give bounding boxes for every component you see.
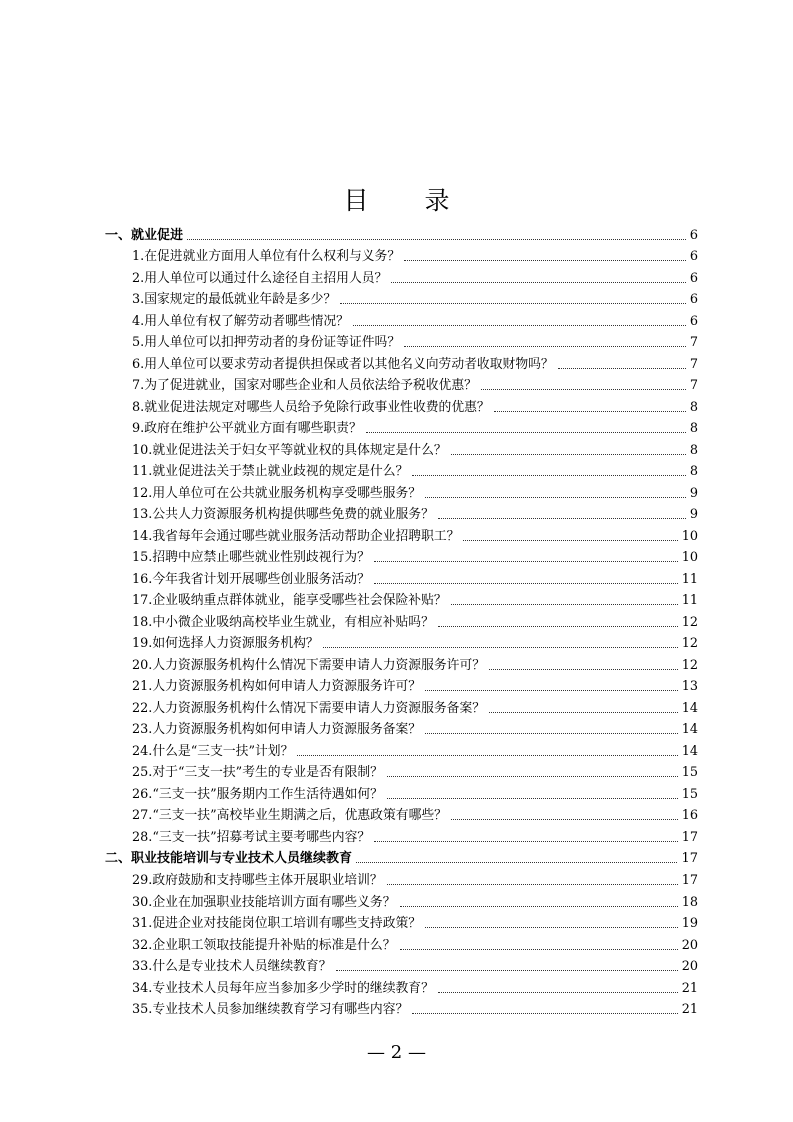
toc-entry-title: 4.用人单位有权了解劳动者哪些情况？ bbox=[132, 313, 349, 329]
dot-leader bbox=[336, 970, 678, 971]
dot-leader bbox=[387, 776, 678, 777]
toc-entry-title: 9.政府在维护公平就业方面有哪些职责？ bbox=[132, 421, 362, 437]
toc-entry-page-number: 7 bbox=[689, 335, 698, 351]
toc-entry-title: 34.专业技术人员每年应当参加多少学时的继续教育？ bbox=[132, 980, 434, 996]
dot-leader bbox=[400, 949, 678, 950]
toc-entry-page-number: 13 bbox=[681, 679, 698, 695]
dot-leader bbox=[391, 282, 685, 283]
dot-leader bbox=[323, 647, 678, 648]
toc-entry[interactable] bbox=[105, 588, 698, 610]
dot-leader bbox=[438, 992, 678, 993]
toc-entry[interactable] bbox=[105, 523, 698, 545]
toc-entry[interactable] bbox=[105, 889, 698, 911]
toc-entry-title: 7.为了促进就业，国家对哪些企业和人员依法给予税收优惠？ bbox=[132, 378, 477, 394]
toc-entry-title: 31.促进企业对技能岗位职工培训有哪些支持政策？ bbox=[132, 916, 422, 932]
toc-entry-title: 19.如何选择人力资源服务机构？ bbox=[132, 636, 319, 652]
toc-entry-title: 2.用人单位可以通过什么途径自主招用人员？ bbox=[132, 270, 388, 286]
toc-entry[interactable] bbox=[105, 502, 698, 524]
toc-entry-title: 10.就业促进法关于妇女平等就业权的具体规定是什么？ bbox=[132, 442, 447, 458]
toc-entry-page-number: 21 bbox=[681, 1002, 698, 1018]
toc-entry[interactable] bbox=[105, 330, 698, 352]
toc-entry-page-number: 19 bbox=[681, 916, 698, 932]
toc-entry-title: 30.企业在加强职业技能培训方面有哪些义务？ bbox=[132, 894, 396, 910]
toc-entry-page-number: 14 bbox=[681, 743, 698, 759]
table-of-contents bbox=[105, 222, 698, 1018]
toc-entry[interactable] bbox=[105, 265, 698, 287]
toc-entry-page-number: 8 bbox=[689, 421, 698, 437]
toc-entry[interactable] bbox=[105, 803, 698, 825]
dot-leader bbox=[387, 884, 678, 885]
toc-entry[interactable] bbox=[105, 867, 698, 889]
toc-entry[interactable] bbox=[105, 631, 698, 653]
toc-entry-page-number: 15 bbox=[681, 765, 698, 781]
dot-leader bbox=[489, 712, 678, 713]
toc-entry-title: 21.人力资源服务机构如何申请人力资源服务许可？ bbox=[132, 679, 422, 695]
dot-leader bbox=[387, 798, 678, 799]
toc-entry-page-number: 6 bbox=[689, 292, 698, 308]
dot-leader bbox=[438, 626, 678, 627]
toc-entry[interactable] bbox=[105, 760, 698, 782]
toc-entry[interactable] bbox=[105, 459, 698, 481]
toc-entry[interactable] bbox=[105, 997, 698, 1019]
toc-entry-title: 8.就业促进法规定对哪些人员给予免除行政事业性收费的优惠？ bbox=[132, 399, 490, 415]
toc-entry-page-number: 17 bbox=[681, 829, 698, 845]
toc-entry-title: 16.今年我省计划开展哪些创业服务活动？ bbox=[132, 571, 370, 587]
toc-entry[interactable] bbox=[105, 954, 698, 976]
toc-entry-page-number: 21 bbox=[681, 980, 698, 996]
toc-entry[interactable] bbox=[105, 781, 698, 803]
toc-entry-title: 24.什么是“三支一扶”计划？ bbox=[132, 743, 294, 759]
toc-entry-title: 17.企业吸纳重点群体就业，能享受哪些社会保险补贴？ bbox=[132, 593, 447, 609]
toc-entry-page-number: 17 bbox=[681, 872, 698, 888]
toc-entry[interactable] bbox=[105, 244, 698, 266]
toc-entry[interactable] bbox=[105, 824, 698, 846]
toc-entry-title: 32.企业职工领取技能提升补贴的标准是什么？ bbox=[132, 937, 396, 953]
toc-entry-page-number: 6 bbox=[689, 249, 698, 265]
toc-entry[interactable] bbox=[105, 437, 698, 459]
toc-entry-title: 26.“三支一扶”服务期内工作生活待遇如何？ bbox=[132, 786, 383, 802]
toc-section-heading-title: 二、职业技能培训与专业技术人员继续教育 bbox=[105, 851, 353, 867]
dot-leader bbox=[425, 733, 678, 734]
toc-entry-title: 25.对于“三支一扶”考生的专业是否有限制？ bbox=[132, 765, 383, 781]
dot-leader bbox=[425, 497, 686, 498]
toc-entry-title: 11.就业促进法关于禁止就业歧视的规定是什么？ bbox=[132, 464, 409, 480]
toc-section-heading-title: 一、就业促进 bbox=[105, 227, 184, 243]
toc-section-heading-page-number: 6 bbox=[689, 227, 698, 243]
toc-entry-title: 35.专业技术人员参加继续教育学习有哪些内容？ bbox=[132, 1002, 409, 1018]
toc-entry[interactable] bbox=[105, 373, 698, 395]
toc-entry-page-number: 8 bbox=[689, 442, 698, 458]
dot-leader bbox=[366, 432, 686, 433]
toc-entry-title: 13.公共人力资源服务机构提供哪些免费的就业服务？ bbox=[132, 507, 434, 523]
toc-entry[interactable] bbox=[105, 695, 698, 717]
toc-entry[interactable] bbox=[105, 975, 698, 997]
toc-entry[interactable] bbox=[105, 394, 698, 416]
toc-entry-page-number: 14 bbox=[681, 722, 698, 738]
dot-leader bbox=[374, 583, 678, 584]
dot-leader bbox=[438, 518, 686, 519]
dot-leader bbox=[187, 239, 686, 240]
toc-entry-title: 28.“三支一扶”招募考试主要考哪些内容？ bbox=[132, 829, 371, 845]
dot-leader bbox=[404, 346, 686, 347]
dot-leader bbox=[412, 475, 686, 476]
toc-entry-title: 1.在促进就业方面用人单位有什么权利与义务？ bbox=[132, 249, 401, 265]
toc-section-heading-page-number: 17 bbox=[681, 851, 698, 867]
dot-leader bbox=[374, 841, 678, 842]
dot-leader bbox=[412, 1013, 677, 1014]
toc-entry-page-number: 12 bbox=[681, 636, 698, 652]
toc-entry-title: 5.用人单位可以扣押劳动者的身份证等证件吗？ bbox=[132, 335, 401, 351]
dot-leader bbox=[400, 906, 678, 907]
toc-entry-title: 3.国家规定的最低就业年龄是多少？ bbox=[132, 292, 337, 308]
toc-entry[interactable] bbox=[105, 480, 698, 502]
toc-entry-page-number: 11 bbox=[681, 593, 698, 609]
dot-leader bbox=[404, 260, 686, 261]
toc-entry-page-number: 7 bbox=[689, 356, 698, 372]
page-number: — 2 — bbox=[367, 1042, 426, 1063]
toc-entry-page-number: 9 bbox=[689, 507, 698, 523]
toc-entry-page-number: 15 bbox=[681, 786, 698, 802]
toc-entry[interactable] bbox=[105, 308, 698, 330]
toc-entry-title: 29.政府鼓励和支持哪些主体开展职业培训？ bbox=[132, 872, 383, 888]
dot-leader bbox=[340, 303, 686, 304]
toc-entry-page-number: 8 bbox=[689, 399, 698, 415]
dot-leader bbox=[297, 755, 677, 756]
toc-entry-page-number: 16 bbox=[681, 808, 698, 824]
toc-section-heading[interactable] bbox=[105, 222, 698, 244]
toc-entry-page-number: 12 bbox=[681, 657, 698, 673]
dot-leader bbox=[481, 389, 686, 390]
toc-entry[interactable] bbox=[105, 652, 698, 674]
dot-leader bbox=[558, 368, 686, 369]
toc-entry[interactable] bbox=[105, 566, 698, 588]
dot-leader bbox=[463, 540, 677, 541]
toc-entry[interactable] bbox=[105, 717, 698, 739]
toc-entry[interactable] bbox=[105, 738, 698, 760]
toc-entry-page-number: 7 bbox=[689, 378, 698, 394]
dot-leader bbox=[356, 862, 677, 863]
toc-entry-title: 6.用人单位可以要求劳动者提供担保或者以其他名义向劳动者收取财物吗？ bbox=[132, 356, 554, 372]
toc-entry-title: 23.人力资源服务机构如何申请人力资源服务备案？ bbox=[132, 722, 422, 738]
toc-entry[interactable] bbox=[105, 351, 698, 373]
dot-leader bbox=[451, 604, 678, 605]
dot-leader bbox=[489, 669, 678, 670]
toc-entry-page-number: 20 bbox=[681, 937, 698, 953]
dot-leader bbox=[451, 454, 686, 455]
toc-entry-page-number: 6 bbox=[689, 270, 698, 286]
toc-section-heading[interactable] bbox=[105, 846, 698, 868]
toc-entry-page-number: 9 bbox=[689, 485, 698, 501]
toc-entry-title: 22.人力资源服务机构什么情况下需要申请人力资源服务备案？ bbox=[132, 700, 486, 716]
toc-entry-title: 15.招聘中应禁止哪些就业性别歧视行为？ bbox=[132, 550, 370, 566]
dot-leader bbox=[494, 411, 686, 412]
toc-entry-page-number: 12 bbox=[681, 614, 698, 630]
dot-leader bbox=[425, 927, 678, 928]
toc-entry-title: 20.人力资源服务机构什么情况下需要申请人力资源服务许可？ bbox=[132, 657, 486, 673]
toc-entry[interactable] bbox=[105, 674, 698, 696]
toc-entry-page-number: 11 bbox=[681, 571, 698, 587]
toc-entry-title: 14.我省每年会通过哪些就业服务活动帮助企业招聘职工？ bbox=[132, 528, 460, 544]
toc-entry-page-number: 14 bbox=[681, 700, 698, 716]
toc-entry-title: 12.用人单位可在公共就业服务机构享受哪些服务？ bbox=[132, 485, 422, 501]
dot-leader bbox=[425, 690, 678, 691]
dot-leader bbox=[451, 819, 678, 820]
toc-entry[interactable] bbox=[105, 609, 698, 631]
toc-entry[interactable] bbox=[105, 545, 698, 567]
toc-entry-page-number: 10 bbox=[681, 550, 698, 566]
toc-entry[interactable] bbox=[105, 911, 698, 933]
toc-entry-title: 18.中小微企业吸纳高校毕业生就业，有相应补贴吗？ bbox=[132, 614, 434, 630]
dot-leader bbox=[374, 561, 678, 562]
toc-entry[interactable] bbox=[105, 932, 698, 954]
toc-entry-page-number: 18 bbox=[681, 894, 698, 910]
dot-leader bbox=[353, 325, 686, 326]
toc-entry-page-number: 10 bbox=[681, 528, 698, 544]
toc-entry-page-number: 8 bbox=[689, 464, 698, 480]
toc-entry-page-number: 6 bbox=[689, 313, 698, 329]
toc-entry-page-number: 20 bbox=[681, 959, 698, 975]
toc-entry-title: 27.“三支一扶”高校毕业生期满之后，优惠政策有哪些？ bbox=[132, 808, 447, 824]
toc-entry-title: 33.什么是专业技术人员继续教育？ bbox=[132, 959, 332, 975]
page-title: 目 录 bbox=[343, 186, 474, 215]
toc-entry[interactable] bbox=[105, 416, 698, 438]
toc-entry[interactable] bbox=[105, 287, 698, 309]
